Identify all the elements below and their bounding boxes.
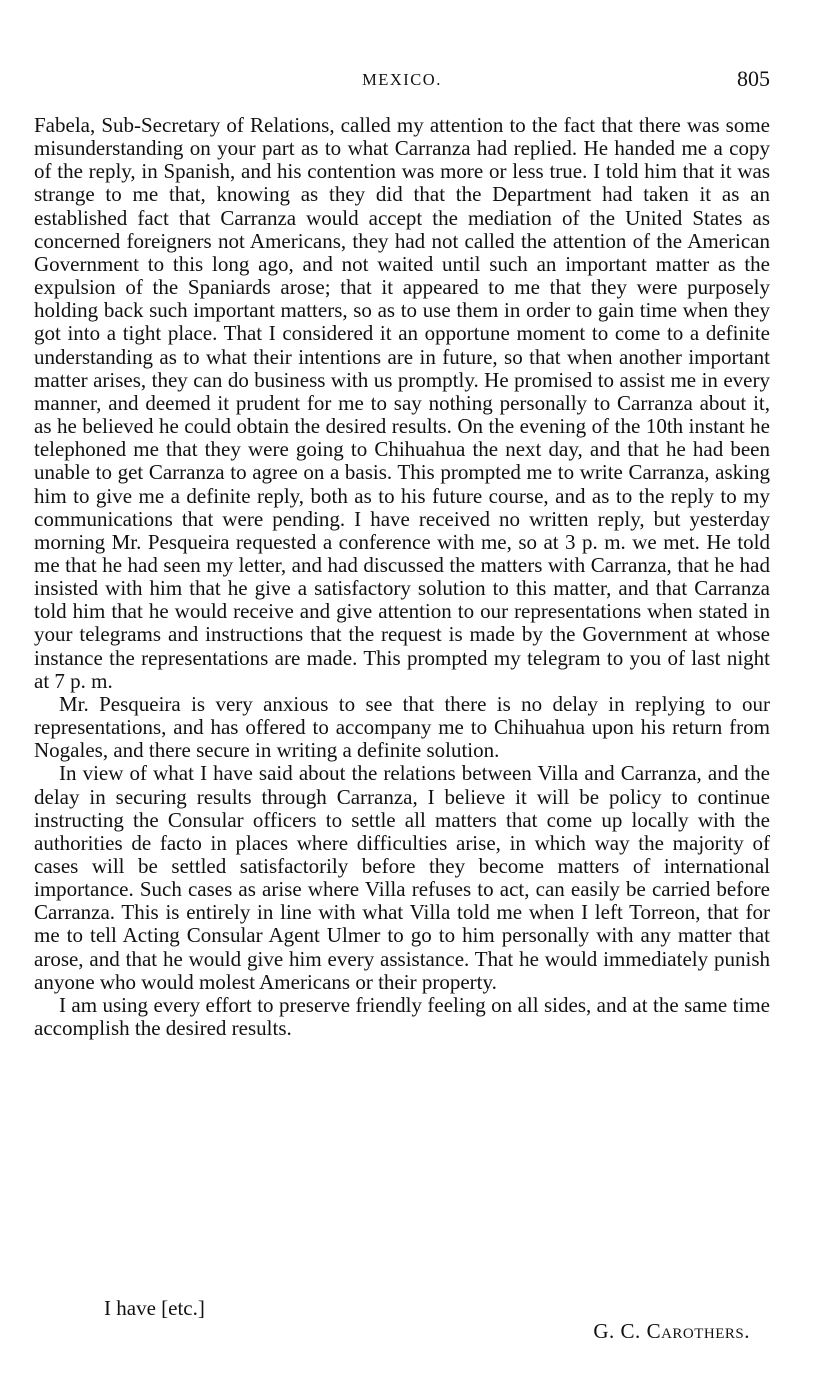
running-head — [34, 66, 770, 94]
page-number: 805 — [737, 66, 770, 91]
signature-initials: G. C. — [593, 1319, 641, 1343]
letter-body — [34, 114, 770, 1040]
paragraph-continued: Fabela, Sub-Secretary of Relations, called my attention to the fact that there was some misunderstanding on your part as to what Carranza had replied. He handed me a copy of the reply, in Spanish, and his contention was more or less true. I told him that it was strange to me that, knowing as they did that the Department had taken it as an established fact that Carranza would accept the mediation of the United States as concerned foreigners not Americans, they had not called the attention of the American Government to this long ago, and not waited until such an important matter as the expulsion of the Spaniards arose; that it appeared to me that they were purposely holding back such important matters, so as to use them in order to gain time when they got into a tight place. That I considered it an opportune moment to come to a definite understanding as to what their intentions are in future, so that when another important matter arises, they can do business with us promptly. He promised to assist me in every manner, and deemed it prudent for me to say nothing personally to Carranza about it, as he believed he could obtain the desired results. On the evening of the 10th instant he telephoned me that they were going to Chihuahua the next day, and that he had been unable to get Carranza to agree on a basis. This prompted me to write Carranza, asking him to give me a definite reply, both as to his future course, and as to the reply to my communications that were pending. I have received no written reply, but yesterday morning Mr. Pesqueira requested a conference with me, so at 3 p. m. we met. He told me that he had seen my letter, and had discussed the matters with Carranza, that he had insisted with him that he give a satisfactory solution to this matter, and that Carranza told him that he would receive and give attention to our representations when stated in your telegrams and instructions that the request is made by the Government at whose instance the representations are made. This prompted my telegram to you of last night at 7 p. m. — [34, 113, 770, 693]
signature-surname: Carothers. — [646, 1319, 750, 1343]
signature — [593, 1319, 750, 1344]
closing-line: I have [etc.] — [104, 1296, 205, 1320]
paragraph-villa-carranza: In view of what I have said about the relations between Villa and Carranza, and the delay in securing results through Carranza, I believe it will be policy to continue instructing the Consular officers to settle all matters that come up locally with the authorities de facto in places where difficulties arise, in which way the majority of cases will be settled satisfactorily before they become matters of international importance. Such cases as arise where Villa refuses to act, can easily be carried before Carranza. This is entirely in line with what Villa told me when I left Torreon, that for me to tell Acting Consular Agent Ulmer to go to him personally with any matter that arose, and that he would give him every assistance. That he would immediately punish anyone who would molest Americans or their property. — [34, 761, 770, 994]
paragraph-pesqueira: Mr. Pesqueira is very anxious to see that there is no delay in replying to our representations, and has offered to accompany me to Chihuahua upon his return from Nogales, and there secure in writing a definite solution. — [34, 691, 770, 763]
running-title: MEXICO. — [362, 70, 442, 89]
paragraph-friendly-feeling: I am using every effort to preserve friendly feeling on all sides, and at the same time accomplish the desired results. — [34, 992, 770, 1041]
